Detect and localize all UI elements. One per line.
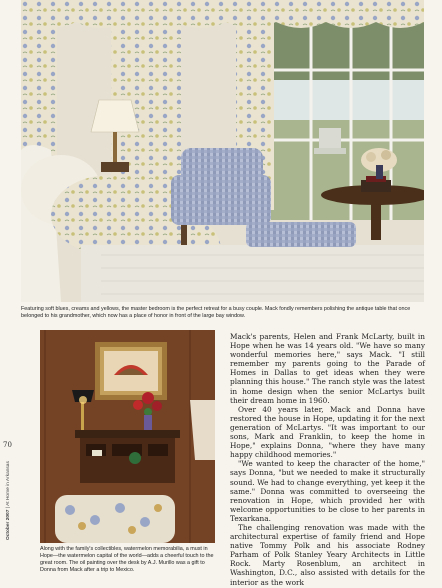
folio-publication: At Home in Arkansas: [6, 461, 11, 506]
article-paragraph: "We wanted to keep the character of the home," says Donna, "but we needed to make it structurally sound. We had to change everything, yet keep it the same." Donna was committed to overseeing the renovation in Hope, which provided her with welcome opportunities to be close to her parents in Texarkana.: [230, 459, 425, 523]
great-room-photo: [40, 330, 215, 543]
article-paragraph: The challenging renovation was made with the architectural expertise of family friend and Hope native Tommy Polk and his associate Rodney Parham of Polk Stanley Yeary Architects in Little Rock. Marty Rosenblum, an architect in Washington, D.C., also assisted with details for the interior as the work: [230, 522, 425, 587]
folio-separator: |: [6, 505, 11, 509]
page-number: 70: [3, 441, 12, 449]
article-paragraph: Over 40 years later, Mack and Donna have restored the house in Hope, updating it for the next generation of McLartys. "It was important to our sons, Mark and Franklin, to keep the home in Hope," explains Donna, "where they have many happy childhood memories.": [230, 404, 425, 460]
article-body: [230, 332, 425, 587]
top-photo-caption: Featuring soft blues, creams and yellows, the master bedroom is the perfect retreat for a busy couple. Mack fondly remembers polishing the antique table that once belonged to his grandmother, which now has a place of honor in front of the large bay window.: [21, 306, 411, 319]
article-paragraph: Mack's parents, Helen and Frank McLarty, built in Hope when he was 14 years old. "We have so many wonderful memories here," says Mack. "I still remember my parents going to the Parade of Homes in Dallas to get ideas when they were planning this house." The ranch style was the latest in home design when the senior McLartys built their dream home in 1960.: [230, 332, 425, 405]
bottom-photo-caption: Along with the family's collectibles, watermelon memorabilia, a must in Hope—the watermelon capital of the world—adds a cheerful touch to the great room. The oil painting over the desk by A.J. Murillo was a gift to Donna from Mack after a trip to Mexico.: [40, 546, 214, 573]
side-folio: [6, 461, 11, 540]
folio-date: October 2007: [6, 509, 11, 540]
bedroom-photo: [21, 0, 424, 302]
